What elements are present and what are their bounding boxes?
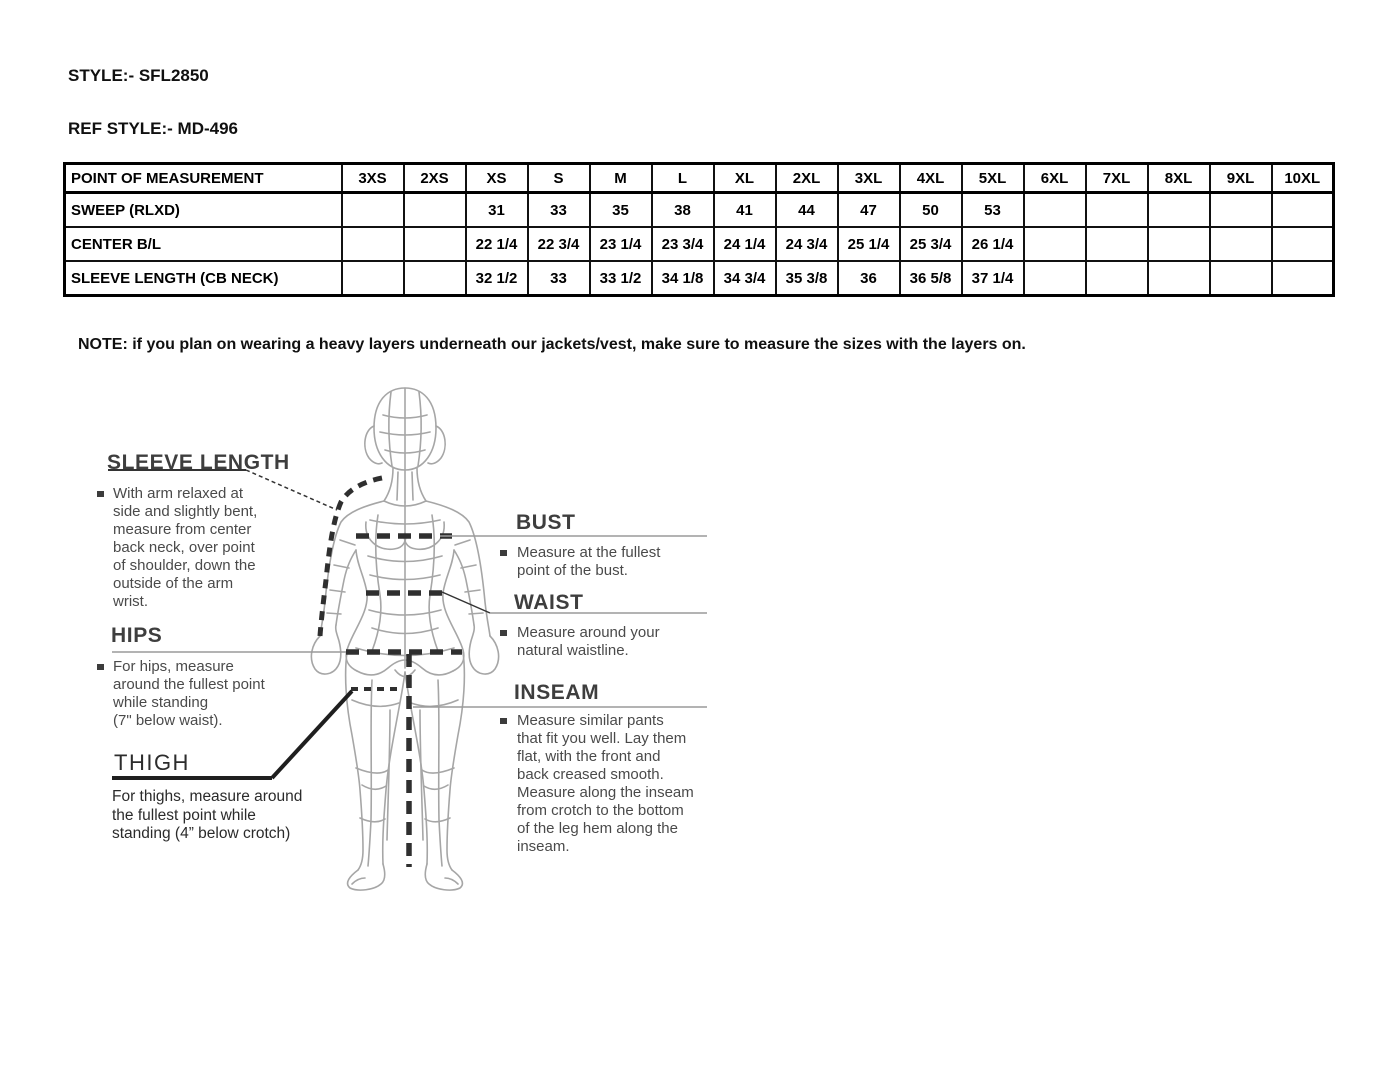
measurement-cell: 33 1/2: [590, 261, 652, 296]
measurement-cell: 53: [962, 193, 1024, 228]
measurement-cell: [404, 193, 466, 228]
measurement-cell: 31: [466, 193, 528, 228]
measurement-cell: 44: [776, 193, 838, 228]
measurement-cell: 23 3/4: [652, 227, 714, 261]
waist-heading: WAIST: [514, 591, 584, 614]
column-header-size: 2XL: [776, 164, 838, 193]
measurement-cell: 25 3/4: [900, 227, 962, 261]
column-header-size: 2XS: [404, 164, 466, 193]
sleeve-length-heading: SLEEVE LENGTH: [107, 451, 290, 474]
column-header-size: XS: [466, 164, 528, 193]
measurement-cell: [342, 193, 404, 228]
measurement-cell: [1272, 261, 1334, 296]
measurement-cell: 50: [900, 193, 962, 228]
measurement-cell: [1024, 193, 1086, 228]
table-header-row: [65, 164, 1334, 193]
inseam-bullet-icon: [500, 718, 507, 724]
inseam-heading: INSEAM: [514, 681, 600, 704]
measurement-cell: [1148, 227, 1210, 261]
measurement-cell: 25 1/4: [838, 227, 900, 261]
hips-bullet-icon: [97, 664, 104, 670]
thigh-heading: THIGH: [114, 750, 190, 775]
measurement-cell: 47: [838, 193, 900, 228]
measurement-cell: 34 3/4: [714, 261, 776, 296]
measurement-cell: [1086, 193, 1148, 228]
measurement-cell: [1024, 261, 1086, 296]
measurement-cell: 24 3/4: [776, 227, 838, 261]
inseam-instructions: Measure similar pants that fit you well. Lay them flat, with the front and back creased smooth. Measure along the inseam from crotch to the bottom of the leg hem along the inseam.: [517, 712, 694, 855]
table-row: [65, 261, 1334, 296]
table-row: [65, 227, 1334, 261]
layering-note: NOTE: if you plan on wearing a heavy layers underneath our jackets/vest, make sure to measure the sizes with the layers on.: [78, 336, 1026, 353]
bust-bullet-icon: [500, 550, 507, 556]
measurement-cell: 33: [528, 261, 590, 296]
column-header-size: 9XL: [1210, 164, 1272, 193]
column-header-size: 3XL: [838, 164, 900, 193]
sleeve-bullet-icon: [97, 491, 104, 497]
measurement-cell: [1210, 227, 1272, 261]
measurement-cell: 35: [590, 193, 652, 228]
measurement-cell: 24 1/4: [714, 227, 776, 261]
measurement-cell: 33: [528, 193, 590, 228]
measurement-table-wrap: [63, 162, 1335, 297]
column-header-point-of-measurement: POINT OF MEASUREMENT: [65, 164, 342, 193]
measurement-cell: 35 3/8: [776, 261, 838, 296]
column-header-size: 4XL: [900, 164, 962, 193]
measurement-cell: [1086, 261, 1148, 296]
measurement-cell: 23 1/4: [590, 227, 652, 261]
measurement-cell: [1086, 227, 1148, 261]
measurement-cell: [342, 261, 404, 296]
measurement-cell: [1210, 193, 1272, 228]
waist-instructions: Measure around your natural waistline.: [517, 624, 660, 659]
measurement-cell: [1272, 227, 1334, 261]
measurement-cell: [1272, 193, 1334, 228]
style-title: STYLE:- SFL2850: [68, 66, 209, 85]
row-label: SLEEVE LENGTH (CB NECK): [65, 261, 342, 296]
measurement-cell: 22 1/4: [466, 227, 528, 261]
ref-style-title: REF STYLE:- MD-496: [68, 119, 239, 138]
waist-connector: [442, 592, 490, 613]
thigh-instructions: For thighs, measure around the fullest point while standing (4” below crotch): [112, 788, 303, 842]
measurement-cell: 26 1/4: [962, 227, 1024, 261]
size-chart-table: [63, 162, 1335, 297]
measurement-cell: [342, 227, 404, 261]
thigh-connector: [272, 691, 352, 778]
bust-heading: BUST: [516, 511, 576, 534]
sleeve-length-instructions: With arm relaxed at side and slightly bent, measure from center back neck, over point of shoulder, down the outside of the arm wrist.: [113, 485, 258, 610]
column-header-size: M: [590, 164, 652, 193]
table-row: [65, 193, 1334, 228]
measurement-cell: 32 1/2: [466, 261, 528, 296]
body-wireframe: [311, 388, 498, 890]
hips-heading: HIPS: [111, 624, 163, 647]
measurement-cell: [1148, 261, 1210, 296]
hips-instructions: For hips, measure around the fullest point while standing (7" below waist).: [113, 658, 265, 729]
measurement-cell: 34 1/8: [652, 261, 714, 296]
measurement-cell: [1024, 227, 1086, 261]
column-header-size: 3XS: [342, 164, 404, 193]
column-header-size: 8XL: [1148, 164, 1210, 193]
bust-instructions: Measure at the fullest point of the bust.: [517, 544, 661, 579]
measurement-cell: [404, 227, 466, 261]
column-header-size: 6XL: [1024, 164, 1086, 193]
measurement-cell: 22 3/4: [528, 227, 590, 261]
measurement-cell: 36 5/8: [900, 261, 962, 296]
column-header-size: S: [528, 164, 590, 193]
column-header-size: 7XL: [1086, 164, 1148, 193]
row-label: CENTER B/L: [65, 227, 342, 261]
measurement-cell: [1210, 261, 1272, 296]
column-header-size: 5XL: [962, 164, 1024, 193]
row-label: SWEEP (RLXD): [65, 193, 342, 228]
measurement-cell: 37 1/4: [962, 261, 1024, 296]
sleeve-connector: [246, 470, 337, 510]
column-header-size: XL: [714, 164, 776, 193]
waist-bullet-icon: [500, 630, 507, 636]
measurement-cell: 36: [838, 261, 900, 296]
measurement-cell: 38: [652, 193, 714, 228]
measurement-cell: [1148, 193, 1210, 228]
column-header-size: 10XL: [1272, 164, 1334, 193]
column-header-size: L: [652, 164, 714, 193]
measurement-cell: 41: [714, 193, 776, 228]
measurement-cell: [404, 261, 466, 296]
